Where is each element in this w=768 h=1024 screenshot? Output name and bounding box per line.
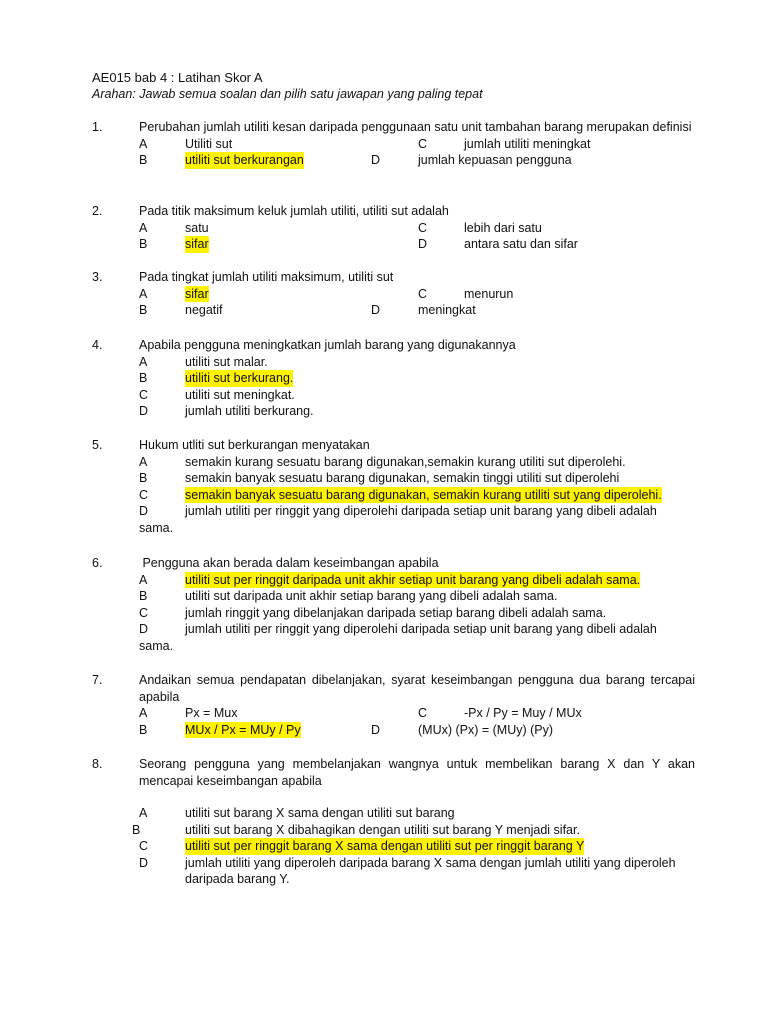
option-text: semakin banyak sesuatu barang digunakan, semakin tinggi utiliti sut diperolehi <box>185 471 620 485</box>
question-number: 8. <box>92 757 103 771</box>
option-letter: A <box>139 136 148 151</box>
highlighted-answer: sifar <box>185 286 209 301</box>
option-row <box>92 470 695 487</box>
option-letter: B <box>132 822 141 837</box>
question-4 <box>92 337 695 420</box>
question-1 <box>92 119 695 169</box>
option-text: negatif <box>185 303 223 317</box>
highlighted-answer: utiliti sut berkurangan <box>185 153 304 167</box>
question-text: Perubahan jumlah utiliti kesan daripada penggunaan satu unit tambahan barang merupakan definisi <box>139 120 692 134</box>
option-letter: A <box>139 572 148 587</box>
question-text: Andaikan semua pendapatan dibelanjakan, syarat keseimbangan pengguna dua barang tercapai apabila <box>139 673 695 704</box>
option-row <box>92 387 695 404</box>
option-letter: D <box>139 404 149 418</box>
option-letter: A <box>139 354 148 369</box>
question-text: Hukum utliti sut berkurangan menyatakan <box>139 438 370 452</box>
option-letter: C <box>418 220 428 235</box>
question-number: 7. <box>92 673 103 687</box>
option-letter: C <box>139 605 149 620</box>
question-text: Apabila pengguna meningkatkan jumlah barang yang digunakannya <box>139 338 516 352</box>
option-text: menurun <box>464 286 514 301</box>
option-row <box>92 805 695 822</box>
option-text: utiliti sut daripada unit akhir setiap barang yang dibeli adalah sama. <box>185 589 558 603</box>
option-continuation: daripada barang Y. <box>185 872 290 886</box>
option-letter: A <box>139 220 148 235</box>
option-row <box>92 705 695 722</box>
option-text: -Px / Py = Muy / MUx <box>464 706 582 720</box>
option-letter: C <box>139 387 149 402</box>
option-row <box>92 236 695 253</box>
option-letter: D <box>371 153 381 167</box>
option-letter: B <box>139 153 148 167</box>
option-text: semakin kurang sesuatu barang digunakan,semakin kurang utiliti sut diperolehi. <box>185 454 626 469</box>
option-letter: B <box>139 303 148 317</box>
question-number: 1. <box>92 120 103 134</box>
option-text: (MUx) (Px) = (MUy) (Py) <box>418 722 554 737</box>
option-row <box>92 855 695 872</box>
option-text: utiliti sut meningkat. <box>185 387 295 402</box>
option-row <box>92 572 695 589</box>
question-number: 2. <box>92 204 103 218</box>
question-text: Pada tingkat jumlah utiliti maksimum, utiliti sut <box>139 270 394 284</box>
option-letter: D <box>418 237 428 251</box>
option-row <box>92 403 695 420</box>
option-letter: C <box>418 706 428 720</box>
question-text: Pengguna akan berada dalam keseimbangan apabila <box>139 556 439 570</box>
option-text: meningkat <box>418 303 476 317</box>
option-row <box>92 302 695 319</box>
question-2 <box>92 203 695 253</box>
option-row <box>92 605 695 622</box>
option-letter: B <box>139 237 148 251</box>
option-text: Utiliti sut <box>185 136 233 151</box>
option-text: jumlah utiliti meningkat <box>464 136 591 151</box>
option-letter: C <box>418 136 428 151</box>
option-letter: D <box>139 855 149 870</box>
option-letter: D <box>139 504 149 518</box>
highlighted-answer: utiliti sut berkurang. <box>185 371 294 385</box>
question-number: 4. <box>92 338 103 352</box>
question-number: 6. <box>92 556 103 570</box>
option-text: jumlah kepuasan pengguna <box>418 153 572 167</box>
option-text: jumlah utiliti per ringgit yang diperolehi daripada setiap unit barang yang dibeli adalah <box>185 504 657 518</box>
option-letter: D <box>371 303 381 317</box>
option-text: lebih dari satu <box>464 220 542 235</box>
question-number: 5. <box>92 438 103 452</box>
option-text: jumlah utiliti yang diperoleh daripada barang X sama dengan jumlah utiliti yang diperoleh <box>185 855 676 870</box>
option-row <box>92 503 695 520</box>
option-row <box>92 136 695 153</box>
highlighted-answer: utiliti sut per ringgit barang X sama dengan utiliti sut per ringgit barang Y <box>185 839 585 853</box>
option-row <box>92 152 695 169</box>
question-number: 3. <box>92 270 103 284</box>
question-7 <box>92 672 695 738</box>
option-continuation: sama. <box>139 638 174 653</box>
option-text: jumlah utiliti berkurang. <box>185 404 314 418</box>
question-5 <box>92 437 695 536</box>
option-row <box>92 286 695 303</box>
option-row <box>92 220 695 237</box>
option-row <box>92 370 695 387</box>
option-letter: B <box>139 371 148 385</box>
highlighted-answer: utiliti sut per ringgit daripada unit akhir setiap unit barang yang dibeli adalah sama. <box>185 572 641 587</box>
option-text: Px = Mux <box>185 706 238 720</box>
option-row <box>92 454 695 471</box>
question-6 <box>92 555 695 654</box>
option-letter: C <box>418 286 428 301</box>
option-letter: A <box>139 706 148 720</box>
option-letter: C <box>139 487 149 502</box>
option-row <box>92 722 695 739</box>
option-text: jumlah ringgit yang dibelanjakan daripada setiap barang dibeli adalah sama. <box>185 605 607 620</box>
question-3 <box>92 269 695 319</box>
option-row <box>92 822 695 839</box>
document-title: AE015 bab 4 : Latihan Skor A <box>92 70 263 85</box>
question-text: Pada titik maksimum keluk jumlah utiliti, utiliti sut adalah <box>139 204 449 218</box>
option-text: utiliti sut barang X dibahagikan dengan utiliti sut barang Y menjadi sifar. <box>185 822 580 837</box>
option-letter: A <box>139 454 148 469</box>
highlighted-answer: MUx / Px = MUy / Py <box>185 722 301 737</box>
option-row <box>92 487 695 504</box>
option-text: satu <box>185 220 209 235</box>
option-text: utiliti sut barang X sama dengan utiliti sut barang <box>185 806 455 820</box>
option-text: antara satu dan sifar <box>464 237 578 251</box>
question-8 <box>92 756 695 888</box>
option-letter: A <box>139 286 148 301</box>
option-continuation: sama. <box>139 520 174 535</box>
option-letter: B <box>139 589 148 603</box>
highlighted-answer: semakin banyak sesuatu barang digunakan, semakin kurang utiliti sut yang diperolehi. <box>185 487 662 502</box>
option-letter: B <box>139 471 148 485</box>
option-row <box>92 588 695 605</box>
option-letter: A <box>139 806 148 820</box>
option-row <box>92 621 695 638</box>
instructions: Arahan: Jawab semua soalan dan pilih satu jawapan yang paling tepat <box>92 87 483 101</box>
option-text: utiliti sut malar. <box>185 354 268 369</box>
option-letter: D <box>139 622 149 636</box>
option-letter: D <box>371 722 381 737</box>
question-text: Seorang pengguna yang membelanjakan wangnya untuk membelikan barang X dan Y akan mencapai keseimbangan apabila <box>139 757 695 788</box>
highlighted-answer: sifar <box>185 237 209 251</box>
option-letter: C <box>139 839 149 853</box>
option-text: jumlah utiliti per ringgit yang diperolehi daripada setiap unit barang yang dibeli adalah <box>185 622 657 636</box>
option-row <box>92 838 695 855</box>
option-letter: B <box>139 722 148 737</box>
option-row <box>92 354 695 371</box>
